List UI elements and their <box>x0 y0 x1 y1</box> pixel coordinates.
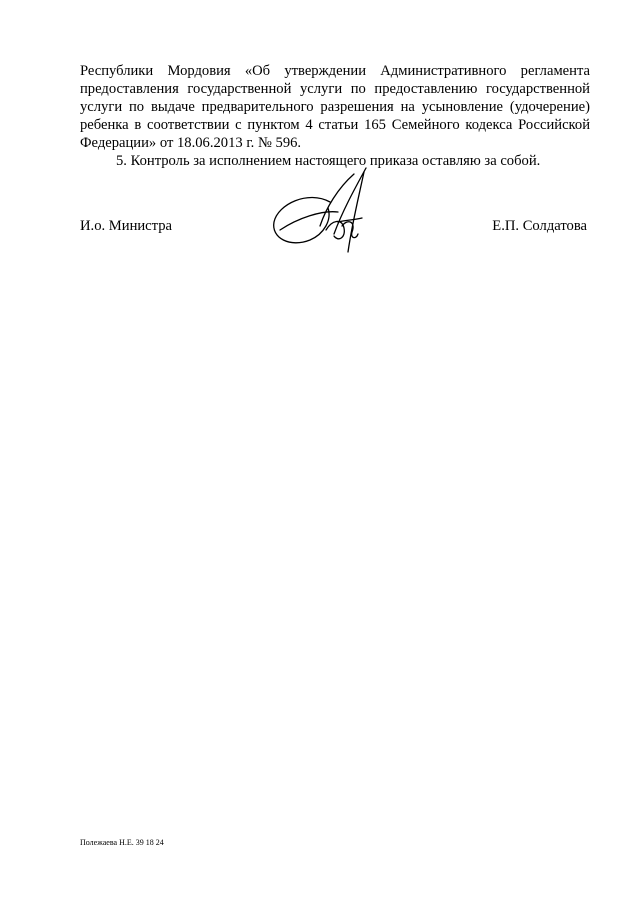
paragraph-control-clause: 5. Контроль за исполнением настоящего приказа оставляю за собой. <box>116 153 541 169</box>
document-body <box>80 62 590 170</box>
executor-contact-note: Полежаева Н.Е. 39 18 24 <box>80 838 164 847</box>
signer-position-title: И.о. Министра <box>80 218 172 234</box>
handwritten-signature-icon <box>268 160 396 260</box>
paragraph-regulation-reference: Республики Мордовия «Об утверждении Административного регламента предоставления государственной услуги по предоставлению государственной услуги по выдаче предварительного разрешения на усыновление (удочерение) ребенка в соответствии с пунктом 4 статьи 165 Семейного кодекса Российской Федерации» от 18.06.2013 г. № 596. <box>80 63 590 151</box>
signer-name: Е.П. Солдатова <box>492 218 587 234</box>
